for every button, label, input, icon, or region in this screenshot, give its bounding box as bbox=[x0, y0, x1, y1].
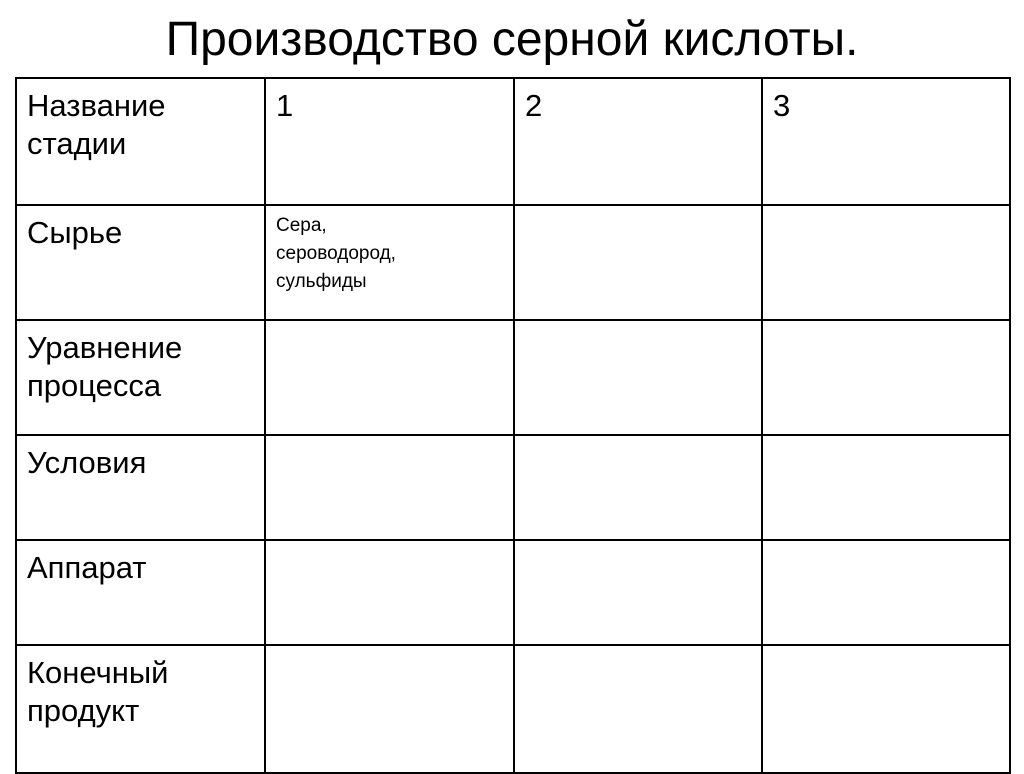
row-header-cell bbox=[16, 320, 265, 435]
table-cell bbox=[514, 435, 762, 540]
column-number: 2 bbox=[525, 88, 543, 123]
table-cell bbox=[762, 320, 1010, 435]
table-row-conditions bbox=[16, 435, 1010, 540]
table-cell bbox=[762, 645, 1010, 773]
table-cell bbox=[514, 205, 762, 320]
table-row-raw-material bbox=[16, 205, 1010, 320]
cell-text: Сера, сероводород, сульфиды bbox=[276, 215, 396, 292]
table-cell bbox=[265, 540, 514, 645]
table-cell bbox=[762, 540, 1010, 645]
table-cell bbox=[514, 540, 762, 645]
table-cell bbox=[762, 78, 1010, 205]
table-row-final-product bbox=[16, 645, 1010, 773]
table-cell bbox=[265, 78, 514, 205]
row-header-cell bbox=[16, 645, 265, 773]
row-label: Конечный продукт bbox=[27, 655, 169, 728]
row-header-cell bbox=[16, 205, 265, 320]
row-header-cell bbox=[16, 78, 265, 205]
table-cell bbox=[265, 435, 514, 540]
column-number: 3 bbox=[773, 88, 791, 123]
row-header-cell bbox=[16, 435, 265, 540]
row-label: Название стадии bbox=[27, 88, 166, 161]
table-row-equation bbox=[16, 320, 1010, 435]
page-title: Производство серной кислоты. bbox=[165, 13, 859, 66]
column-number: 1 bbox=[276, 88, 294, 123]
row-label: Условия bbox=[27, 445, 147, 480]
table-row-apparatus bbox=[16, 540, 1010, 645]
table-cell bbox=[265, 645, 514, 773]
stages-table bbox=[15, 77, 1011, 774]
row-label: Сырье bbox=[27, 215, 123, 250]
row-label: Аппарат bbox=[27, 550, 147, 585]
table-cell bbox=[265, 320, 514, 435]
table-cell bbox=[514, 320, 762, 435]
table-row-stage-name bbox=[16, 78, 1010, 205]
table-cell bbox=[762, 205, 1010, 320]
table-cell bbox=[265, 205, 514, 320]
table-cell bbox=[514, 645, 762, 773]
table-cell bbox=[762, 435, 1010, 540]
row-header-cell bbox=[16, 540, 265, 645]
table-cell bbox=[514, 78, 762, 205]
row-label: Уравнение процесса bbox=[27, 330, 183, 403]
